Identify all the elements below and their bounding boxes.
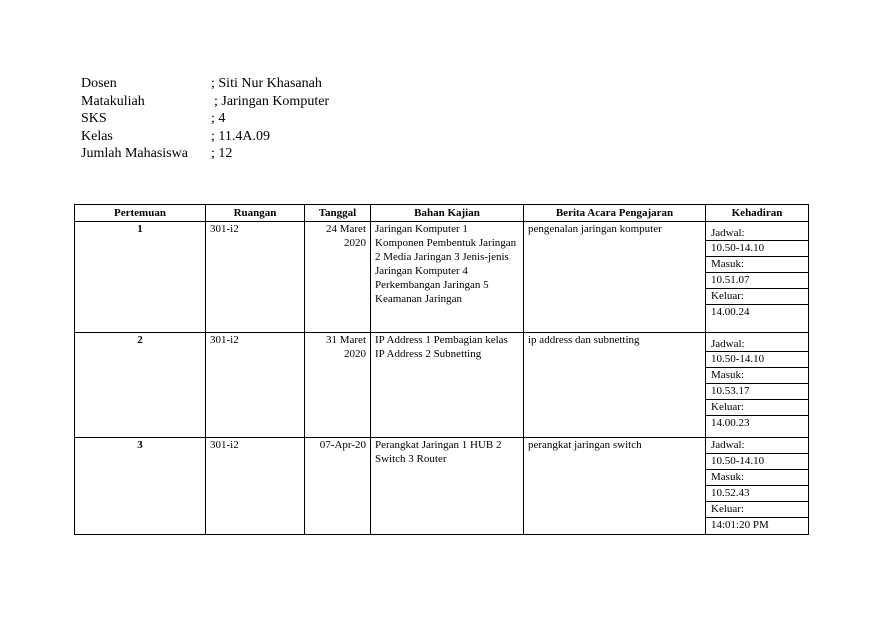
info-row-dosen — [81, 75, 329, 93]
attendance-line: Masuk: — [706, 257, 808, 273]
attendance-line: 14.00.23 — [711, 417, 750, 429]
table-row — [75, 222, 809, 333]
attendance-line: 10.50-14.10 — [706, 454, 808, 470]
attendance-cell — [706, 438, 809, 535]
attendance-line: 10.53.17 — [706, 384, 808, 400]
attendance-line: 10.51.07 — [706, 273, 808, 289]
course-info — [81, 75, 329, 163]
info-value: ; Jaringan Komputer — [214, 93, 330, 109]
date-cell: 31 Maret 2020 — [305, 333, 371, 438]
info-row-matakuliah — [81, 93, 329, 111]
material-cell: IP Address 1 Pembagian kelas IP Address 2 Subnetting — [371, 333, 524, 438]
attendance-line: 14:01:20 PM — [711, 519, 769, 531]
attendance-line: Masuk: — [706, 470, 808, 486]
info-label: Matakuliah — [81, 93, 145, 109]
column-header-berita-acara: Berita Acara Pengajaran — [524, 205, 706, 222]
info-label: Dosen — [81, 76, 117, 91]
info-value: ; Siti Nur Khasanah — [211, 76, 322, 91]
attendance-cell — [706, 222, 809, 333]
report-cell: perangkat jaringan switch — [524, 438, 706, 535]
meeting-number: 1 — [75, 222, 206, 333]
column-header-tanggal: Tanggal — [305, 205, 371, 222]
attendance-table — [74, 204, 809, 535]
date-cell: 24 Maret 2020 — [305, 222, 371, 333]
attendance-line: 10.50-14.10 — [706, 241, 808, 257]
attendance-line: 14.00.24 — [711, 306, 750, 318]
info-value: ; 11.4A.09 — [211, 128, 270, 144]
meeting-number: 3 — [75, 438, 206, 535]
column-header-ruangan: Ruangan — [206, 205, 305, 222]
info-row-jumlah-mahasiswa — [81, 145, 329, 163]
room-cell: 301-i2 — [206, 333, 305, 438]
table-header-row — [75, 205, 809, 222]
info-label: Kelas — [81, 128, 113, 144]
table-row — [75, 438, 809, 535]
report-cell: ip address dan subnetting — [524, 333, 706, 438]
column-header-kehadiran: Kehadiran — [706, 205, 809, 222]
room-cell: 301-i2 — [206, 222, 305, 333]
table-row — [75, 333, 809, 438]
attendance-line: Keluar: — [706, 502, 808, 518]
date-cell: 07-Apr-20 — [305, 438, 371, 535]
room-cell: 301-i2 — [206, 438, 305, 535]
attendance-line: Jadwal: — [706, 222, 808, 241]
report-cell: pengenalan jaringan komputer — [524, 222, 706, 333]
attendance-line: Jadwal: — [706, 438, 808, 454]
material-cell: Jaringan Komputer 1 Komponen Pembentuk Jaringan 2 Media Jaringan 3 Jenis-jenis Jaringan Komputer 4 Perkembangan Jaringan 5 Keamanan Jaringan — [371, 222, 524, 333]
info-value: ; 12 — [211, 146, 233, 161]
attendance-line: 10.52.43 — [706, 486, 808, 502]
material-cell: Perangkat Jaringan 1 HUB 2 Switch 3 Router — [371, 438, 524, 535]
attendance-line: Masuk: — [706, 368, 808, 384]
attendance-line: 10.50-14.10 — [706, 352, 808, 368]
info-label: Jumlah Mahasiswa — [81, 146, 188, 161]
info-row-sks — [81, 110, 329, 128]
attendance-line: Jadwal: — [706, 333, 808, 352]
column-header-pertemuan: Pertemuan — [75, 205, 206, 222]
info-value: ; 4 — [211, 111, 226, 126]
info-label: SKS — [81, 111, 107, 126]
attendance-cell — [706, 333, 809, 438]
info-row-kelas — [81, 128, 329, 146]
attendance-line: Keluar: — [706, 400, 808, 416]
attendance-line: Keluar: — [706, 289, 808, 305]
meeting-number: 2 — [75, 333, 206, 438]
column-header-bahan-kajian: Bahan Kajian — [371, 205, 524, 222]
